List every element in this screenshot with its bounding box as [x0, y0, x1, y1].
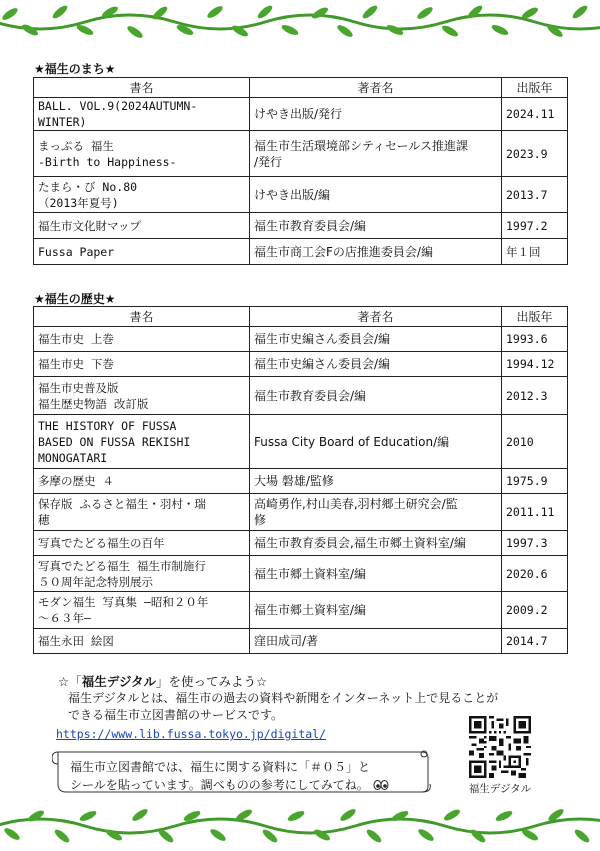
howto-description: 福生デジタルとは、福生市の過去の資料や新聞をインターネット上で見ることができる福生市立図書館のサービスです。: [68, 691, 499, 722]
book-year: 年１回: [502, 239, 568, 265]
table-header-row: [34, 78, 568, 98]
table-row: [34, 239, 568, 265]
book-year: 1994.12: [502, 352, 568, 377]
book-title: 福生市史 上巻: [34, 327, 250, 352]
book-year: 2010: [502, 415, 568, 469]
book-year: 1997.3: [502, 531, 568, 556]
book-title: 多摩の歴史 ４: [34, 469, 250, 494]
header-year: 出版年: [502, 307, 568, 327]
table-row: [34, 327, 568, 352]
table-row: [34, 177, 568, 213]
book-author: 高崎勇作,村山美春,羽村郷土研究会/監 修: [250, 494, 502, 531]
book-title: THE HISTORY OF FUSSA BASED ON FUSSA REKISHI MONOGATARI: [34, 415, 250, 469]
notice-line: シールを貼っています。調べものの参考にしてみてね。: [70, 776, 430, 795]
eyes-icon: [373, 777, 389, 795]
book-author: 福生市教育委員会/編: [250, 213, 502, 239]
book-title: 写真でたどる福生 福生市制施行 ５０周年記念特別展示: [34, 556, 250, 592]
book-year: 2024.11: [502, 98, 568, 131]
howto-heading: [58, 672, 267, 690]
book-year: 2012.3: [502, 377, 568, 415]
book-year: 1993.6: [502, 327, 568, 352]
section-title-history: ★福生の歴史★: [34, 292, 116, 306]
howto-suffix: 」を使ってみよう☆: [155, 674, 268, 689]
qr-caption: 福生デジタル: [468, 783, 532, 795]
table-row: [34, 494, 568, 531]
book-author: けやき出版/発行: [250, 98, 502, 131]
book-author: 福生市教育委員会,福生市郷土資料室/編: [250, 531, 502, 556]
book-author: 福生市教育委員会/編: [250, 377, 502, 415]
book-title: Fussa Paper: [34, 239, 250, 265]
book-year: 1997.2: [502, 213, 568, 239]
book-author: 福生市郷土資料室/編: [250, 556, 502, 592]
book-title: 福生市史 下巻: [34, 352, 250, 377]
book-year: 2023.9: [502, 131, 568, 177]
howto-prefix: ☆「: [58, 674, 82, 689]
book-year: 2011.11: [502, 494, 568, 531]
book-author: 窪田成司/著: [250, 629, 502, 654]
table-row: [34, 98, 568, 131]
table-row: [34, 377, 568, 415]
book-year: 1975.9: [502, 469, 568, 494]
digital-url-link[interactable]: https://www.lib.fussa.tokyo.jp/digital/: [56, 727, 327, 741]
table-header-row: [34, 307, 568, 327]
book-year: 2020.6: [502, 556, 568, 592]
table-row: [34, 556, 568, 592]
header-title: 書名: [34, 78, 250, 98]
book-author: Fussa City Board of Education/編: [250, 415, 502, 469]
book-author: 福生市商工会Fの店推進委員会/編: [250, 239, 502, 265]
header-author: 著者名: [250, 307, 502, 327]
bamboo-garland-top-icon: [0, 0, 600, 50]
notice-line: 福生市立図書館では、福生に関する資料に「＃０５」と: [70, 760, 371, 774]
table-row: [34, 415, 568, 469]
book-title: 福生市文化財マップ: [34, 213, 250, 239]
book-author: 福生市史編さん委員会/編: [250, 352, 502, 377]
table-row: [34, 213, 568, 239]
section-title-town: ★福生のまち★: [34, 62, 116, 76]
book-title: まっぷる 福生 -Birth to Happiness-: [34, 131, 250, 177]
book-title: BALL. VOL.9(2024AUTUMN-WINTER): [34, 98, 250, 131]
table-row: [34, 531, 568, 556]
table-row: [34, 352, 568, 377]
book-year: 2014.7: [502, 629, 568, 654]
howto-service-name: 福生デジタル: [81, 674, 156, 689]
book-title: 福生永田 絵図: [34, 629, 250, 654]
book-title: モダン福生 写真集 ―昭和２０年 ～６３年―: [34, 592, 250, 629]
book-author: 福生市史編さん委員会/編: [250, 327, 502, 352]
book-author: 大場 磐雄/監修: [250, 469, 502, 494]
bamboo-garland-bottom-icon: [0, 800, 600, 850]
header-year: 出版年: [502, 78, 568, 98]
notice-text: [70, 758, 430, 795]
book-table-town: [33, 77, 568, 265]
header-title: 書名: [34, 307, 250, 327]
book-year: 2009.2: [502, 592, 568, 629]
table-row: [34, 592, 568, 629]
book-title: 写真でたどる福生の百年: [34, 531, 250, 556]
table-row: [34, 469, 568, 494]
table-row: [34, 629, 568, 654]
book-title: 保存版 ふるさと福生・羽村・瑞 穂: [34, 494, 250, 531]
qr-code-icon[interactable]: [469, 716, 531, 778]
book-author: 福生市郷土資料室/編: [250, 592, 502, 629]
book-author: けやき出版/編: [250, 177, 502, 213]
book-title: たまら・び No.80 （2013年夏号): [34, 177, 250, 213]
book-title: 福生市史普及版 福生歴史物語 改訂版: [34, 377, 250, 415]
table-row: [34, 131, 568, 177]
header-author: 著者名: [250, 78, 502, 98]
book-author: 福生市生活環境部シティセールス推進課 /発行: [250, 131, 502, 177]
book-table-history: [33, 306, 568, 654]
book-year: 2013.7: [502, 177, 568, 213]
